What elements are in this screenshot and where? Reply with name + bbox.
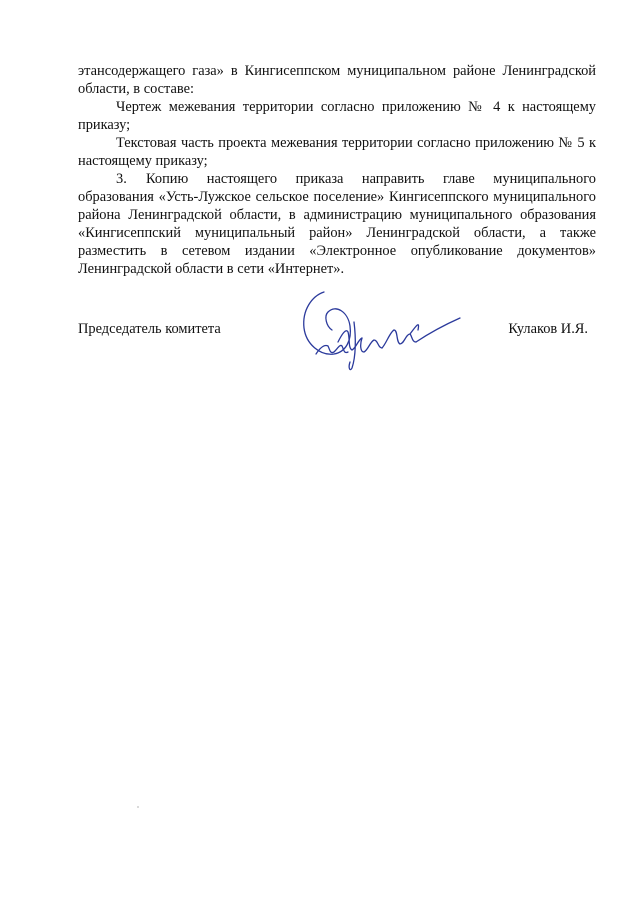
item-number: 3. — [116, 171, 127, 187]
signature-block — [78, 320, 596, 340]
paragraph-drawing-appendix: Чертеж межевания территории согласно приложению № 4 к настоящему приказу; — [78, 99, 596, 133]
paragraph-continuation: этансодержащего газа» в Кингисеппском муниципальном районе Ленинградской области, в составе: — [78, 63, 596, 97]
document-body — [78, 62, 596, 278]
scan-speck — [137, 806, 139, 808]
signatory-name: Кулаков И.Я. — [508, 321, 588, 337]
paragraph-item-3 — [78, 170, 596, 278]
signatory-position: Председатель комитета — [78, 321, 221, 337]
item-3-text: Копию настоящего приказа направить главе муниципального образования «Усть-Лужское сельское поселение» Кингисеппского муниципального района Ленинградской области, в администрацию муниципального образования «Кингисеппский муниципальный район» Ленинградской области, а также разместить в сетевом издании «Электронное опубликование документов» Ленинградской области в сети «Интернет». — [78, 171, 596, 277]
paragraph-text-appendix: Текстовая часть проекта межевания территории согласно приложению № 5 к настоящему приказу; — [78, 135, 596, 169]
